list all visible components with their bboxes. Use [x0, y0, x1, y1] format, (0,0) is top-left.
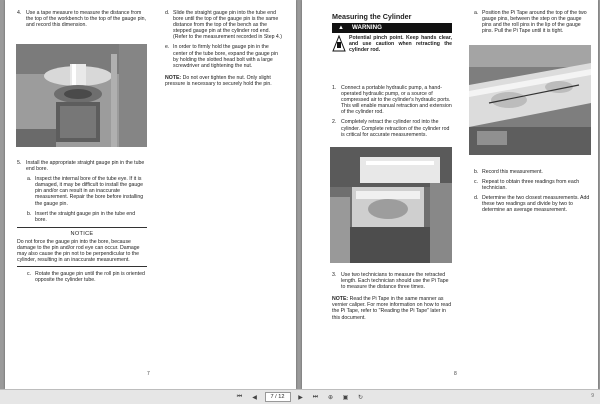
page-number-field[interactable]: 7 / 12: [265, 392, 291, 402]
step-number: 5.: [17, 160, 22, 166]
step-number: 3.: [332, 272, 337, 278]
cylinder-retraction-photo: [330, 147, 452, 263]
last-page-icon[interactable]: ⏭: [312, 393, 319, 400]
pi-tape-illustration: [469, 45, 591, 155]
warning-banner: [332, 23, 452, 33]
substep-letter: a.: [474, 10, 479, 16]
step-5-text: Install the appropriate straight gauge pin in the tube end bore.: [26, 160, 145, 173]
substep-letter: d.: [165, 10, 170, 16]
fit-page-icon[interactable]: ▣: [342, 394, 349, 401]
step-5c-text: Rotate the gauge pin until the roll pin is oriented opposite the cylinder tube.: [35, 271, 145, 284]
step-3c-text: Repeat to obtain three readings from each technician.: [482, 179, 580, 192]
notice-text: Do not force the gauge pin into the bore, because damage to the pin and/or rod eye can occur. Damage may also cause the pin not to be perpendicular to the cylinder, resulting in an inaccurate measurement.: [17, 239, 147, 267]
step-3b-text: Record this measurement.: [482, 169, 543, 175]
step-5d-text: Slide the straight gauge pin into the tube end bore until the top of the gauge pin is the same distance from the top of the bench as the stepped gauge pin at the cylinder rod end. (Refer to the measurement recorded in Step 4.): [173, 10, 282, 41]
toolbar-hint: 9: [591, 393, 594, 399]
step-4-text: Use a tape measure to measure the distance from the top of the workbench to the top of the gauge pin, and record this dimension.: [26, 10, 146, 29]
warning-label: WARNING: [352, 24, 382, 31]
step-number: 4.: [17, 10, 22, 16]
first-page-icon[interactable]: ⏮: [236, 393, 243, 400]
substep-letter: e.: [165, 44, 170, 51]
step-3-text: Use two technicians to measure the retracted length. Each technician should use the Pi Tape to measure the distance three times.: [341, 272, 449, 291]
note-label: NOTE:: [332, 296, 349, 303]
step-1-text: Connect a portable hydraulic pump, a hand-operated hydraulic pump, or a source of compressed air to the cylinder's hydraulic ports. This will enable manual retraction and extension of the cylinder rod.: [341, 85, 452, 116]
warning-text: Potential pinch point. Keep hands clear, and use caution when retracting the cylinder rod.: [349, 35, 452, 54]
substep-letter: b.: [27, 210, 32, 217]
step-number: 1.: [332, 85, 337, 91]
page-number: 8: [454, 371, 457, 377]
page-7: [5, 0, 296, 389]
substep-letter: c.: [474, 179, 479, 186]
section-heading: Measuring the Cylinder: [332, 12, 412, 21]
note-text: Do not over tighten the nut. Only slight pressure is necessary to securely hold the pin.: [165, 74, 272, 87]
page-8: [302, 0, 598, 389]
pi-tape-photo: [469, 45, 591, 155]
notice-box: [17, 227, 147, 267]
gauge-pin-illustration: [16, 44, 147, 147]
page-number: 7: [147, 371, 150, 377]
note-label: NOTE:: [165, 74, 182, 81]
step-3d-text: Determine the two closest measurements. Add these two readings and divide by two to determine an average measurement.: [482, 195, 590, 214]
warning-triangle-icon: ▲: [338, 25, 344, 31]
substep-letter: b.: [474, 169, 479, 175]
note-text: Read the Pi Tape in the same manner as vernier caliper. For more information on how to read the Pi Tape, refer to "Reading the Pi Tape" later in this document.: [332, 296, 452, 321]
step-3a-text: Position the Pi Tape around the top of the two gauge pins, between the step on the gauge pins and the roll pins in the lip of the gauge pins. Pull the Pi Tape until it is tight.: [482, 10, 587, 35]
step-2-text: Completely retract the cylinder rod into the cylinder. Complete retraction of the cylinder rod is critical for accurate measurements.: [341, 119, 450, 138]
next-page-icon[interactable]: ▶: [298, 394, 303, 401]
step-5a-text: Inspect the internal bore of the tube eye. If it is damaged, it may be difficult to install the gauge pin and/or can result in an inaccurate measurement. Repair the bore before installing the gauge pin.: [35, 176, 144, 207]
pdf-viewer-toolbar: [0, 389, 600, 404]
substep-letter: d.: [474, 195, 479, 202]
notice-title: NOTICE: [17, 227, 147, 237]
substep-letter: c.: [27, 271, 32, 278]
pinch-hazard-icon: [332, 35, 346, 53]
gauge-pin-photo: [16, 44, 147, 147]
cylinder-illustration: [330, 147, 452, 263]
warning-box: [332, 23, 452, 53]
substep-letter: a.: [27, 176, 32, 183]
rotate-icon[interactable]: ↻: [357, 394, 364, 401]
step-5b-text: Insert the straight gauge pin in the tube end bore.: [35, 210, 136, 223]
previous-page-icon[interactable]: ◀: [252, 394, 257, 401]
step-number: 2.: [332, 119, 337, 126]
zoom-icon[interactable]: ⊕: [327, 394, 334, 401]
step-5e-text: In order to firmly hold the gauge pin in the center of the tube bore, expand the gauge pin by holding the slotted head bolt with a large screwdriver and tightening the nut.: [173, 44, 278, 69]
